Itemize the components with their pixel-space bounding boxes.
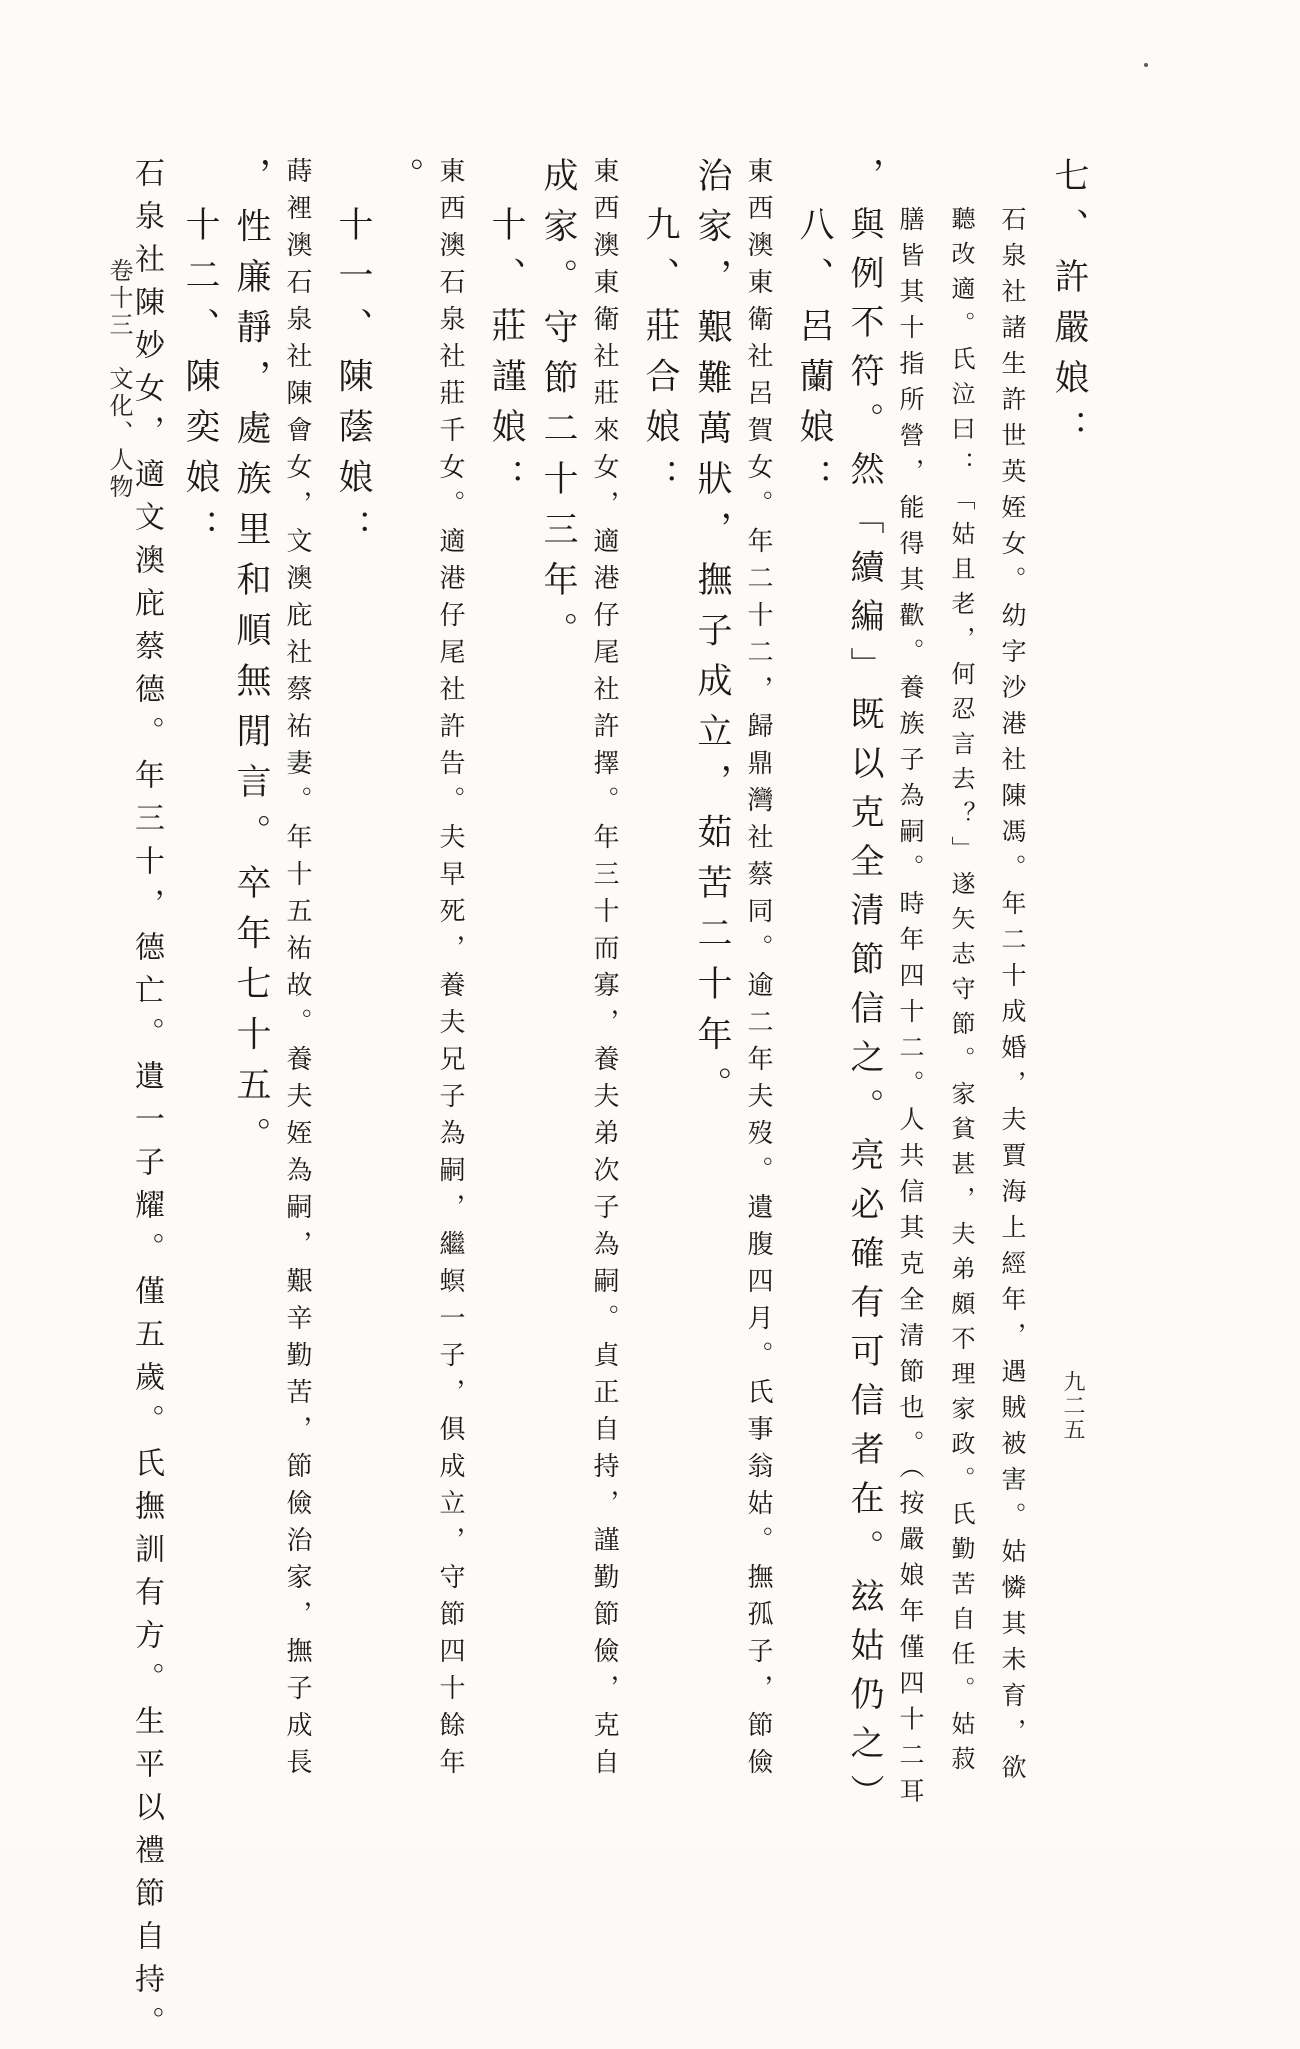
text-column: 東西澳石泉社莊千女。適港仔尾社許告。夫早死，養夫兄子為嗣，繼螟一子，俱成立，守節四十餘年 <box>435 157 465 1785</box>
text-column: 蒔裡澳石泉社陳會女，文澳庇社蔡祐妻。年十五祐故。養夫姪為嗣，艱辛勤苦，節儉治家，撫子成長 <box>282 157 312 1785</box>
page-number: 九二五 <box>1060 1370 1085 1442</box>
entry-heading-7: 七、許嚴娘： <box>1049 157 1089 460</box>
text-column: 石泉社諸生許世英姪女。幼字沙港社陳馮。年二十成婚，夫賈海上經年，遇賊被害。姑憐其未育，欲 <box>998 206 1027 1790</box>
text-column: 東西澳東衛社呂賀女。年二十二，歸鼎灣社蔡同。逾二年夫歿。遺腹四月。氏事翁姑。撫孤子，節儉 <box>743 157 773 1785</box>
entry-heading-12: 十二、陳奕娘： <box>180 206 220 560</box>
text-column: 。 <box>384 157 424 208</box>
text-column: ，與例不符。然「續編」既以克全清節信之。亮必確有可信者在。玆姑仍之） <box>844 157 884 1823</box>
text-column: 東西澳東衛社莊來女，適港仔尾社許擇。年三十而寡，養夫弟次子為嗣。貞正自持，謹勤節儉，克自 <box>589 157 619 1785</box>
entry-heading-9: 九、莊合娘： <box>640 206 680 509</box>
text-column: 膳皆其十指所營，能得其歡。養族子為嗣。時年四十二。人共信其克全清節也。（按嚴娘年僅四十二耳 <box>896 206 925 1814</box>
text-column: 治家，艱難萬狀，撫子成立，茹苦二十年。 <box>692 157 732 1117</box>
entry-heading-10: 十、莊謹娘： <box>486 206 526 509</box>
text-column: 成家。守節二十三年。 <box>538 157 578 662</box>
text-column: 石泉社陳妙女，適文澳庇蔡德。年三十，德亡。遺一子耀。僅五歲。氏撫訓有方。生平以禮節自持。 <box>129 157 164 2049</box>
text-column: 聽改適。氏泣曰：「姑且老，何忍言去？」遂矢志守節。家貧甚，夫弟頗不理家政。氏勤苦自任。姑菽 <box>947 206 975 1781</box>
text-column: ，性廉靜，處族里和順無閒言。卒年七十五。 <box>231 157 271 1167</box>
entry-heading-8: 八、呂蘭娘： <box>794 206 834 509</box>
running-head: 卷十三 文化、人物 <box>105 258 133 501</box>
paper-speck <box>1144 63 1148 67</box>
entry-heading-11: 十一、陳蔭娘： <box>333 206 373 560</box>
